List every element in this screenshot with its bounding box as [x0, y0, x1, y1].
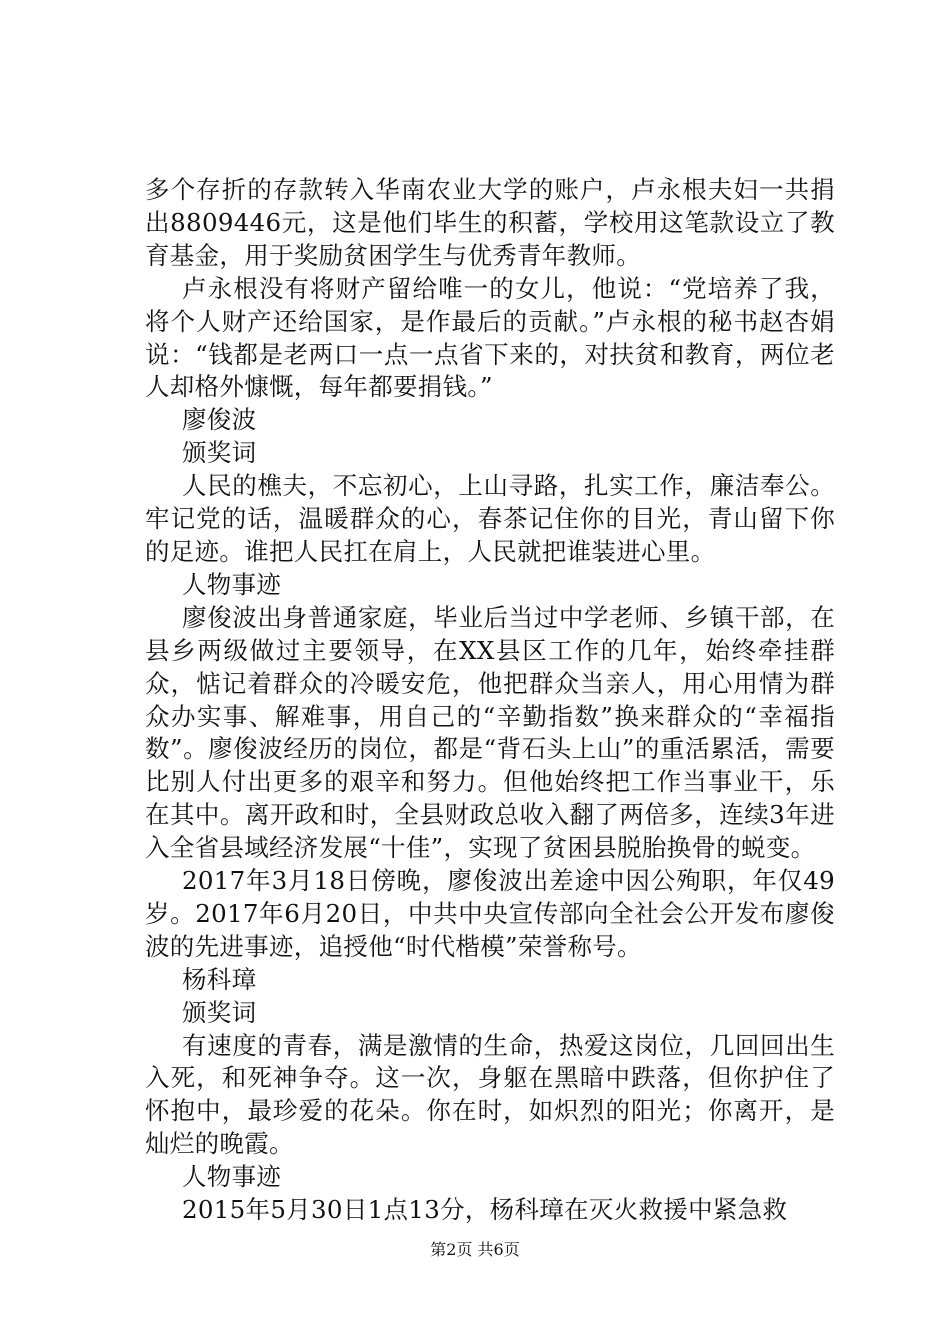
section-heading-deeds: 人物事迹 — [182, 569, 282, 599]
paragraph-liao-death: 2017年3月18日傍晚，廖俊波出差途中因公殉职，年仅49岁。2017年6月20日，中共中央宣传部向全社会公开发布廖俊波的先进事迹，追授他“时代楷模”荣誉称号。 — [145, 866, 835, 961]
paragraph-yang-deeds: 2015年5月30日1点13分，杨科璋在灭火救援中紧急救 — [182, 1195, 788, 1225]
section-heading-deeds: 人物事迹 — [182, 1162, 282, 1192]
paragraph-donation-end: 多个存折的存款转入华南农业大学的账户，卢永根夫妇一共捐出8809446元，这是他们毕生的积蓄，学校用这笔款设立了教育基金，用于奖励贫困学生与优秀青年教师。 — [145, 175, 835, 270]
person-name-yang-kezhang: 杨科璋 — [182, 964, 257, 994]
paragraph-liao-citation: 人民的樵夫，不忘初心，上山寻路，扎实工作，廉洁奉公。牢记党的话，温暖群众的心，春茶记住你的目光，青山留下你的足迹。谁把人民扛在肩上，人民就把谁装进心里。 — [145, 471, 835, 566]
section-heading-citation: 颁奖词 — [182, 997, 257, 1027]
paragraph-liao-deeds: 廖俊波出身普通家庭，毕业后当过中学老师、乡镇干部，在县乡两级做过主要领导，在XX县区工作的几年，始终牵挂群众，惦记着群众的冷暖安危，他把群众当亲人，用心用情为群众办实事、解难事，用自己的“辛勤指数”换来群众的“幸福指数”。廖俊波经历的岗位，都是“背石头上山”的重活累活，需要比别人付出更多的艰辛和努力。但他始终把工作当事业干，乐在其中。离开政和时，全县财政总收入翻了两倍多，连续3年进入全省县域经济发展“十佳”，实现了贫困县脱胎换骨的蜕变。 — [145, 602, 835, 863]
document-body — [145, 174, 835, 1227]
person-name-liao-junbo: 廖俊波 — [182, 405, 257, 435]
page-number-footer: 第2页 共6页 — [430, 1240, 520, 1259]
paragraph-lu-yonggen-quote: 卢永根没有将财产留给唯一的女儿，他说：“党培养了我，将个人财产还给国家，是作最后的贡献。”卢永根的秘书赵杏娟说：“钱都是老两口一点一点省下来的，对扶贫和教育，两位老人却格外慷慨，每年都要捐钱。” — [145, 273, 835, 402]
section-heading-citation: 颁奖词 — [182, 438, 257, 468]
paragraph-yang-citation: 有速度的青春，满是激情的生命，热爱这岗位，几回回出生入死，和死神争夺。这一次，身躯在黑暗中跌落，但你护住了怀抱中，最珍爱的花朵。你在时，如炽烈的阳光；你离开，是灿烂的晚霞。 — [145, 1030, 835, 1159]
